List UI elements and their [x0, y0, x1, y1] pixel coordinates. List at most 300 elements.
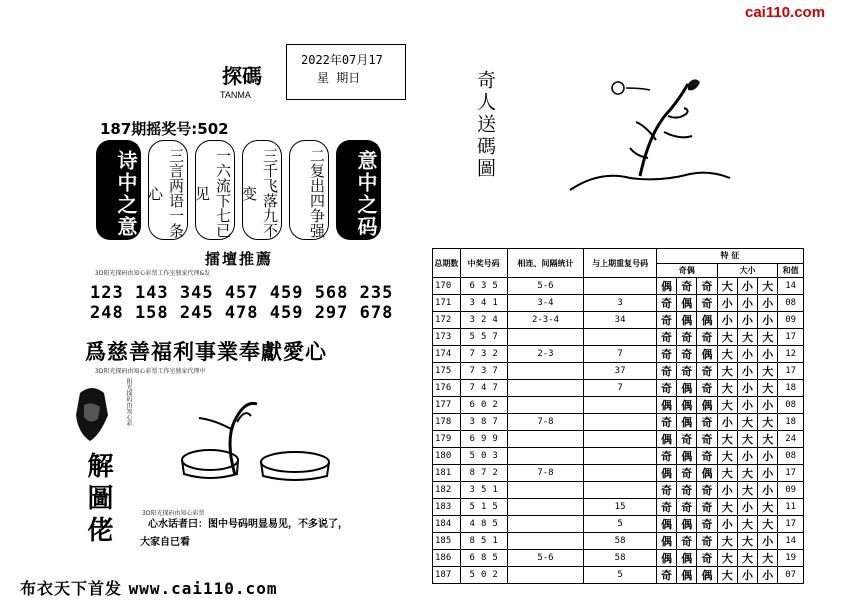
table-row [433, 482, 804, 499]
cell-big-small: 小 [737, 295, 757, 312]
cell-adjacent [507, 533, 584, 550]
cell-odd-even: 偶 [697, 465, 717, 482]
number-digit: 2 [492, 570, 498, 581]
poem-line-2: 一六流下七已见 [195, 140, 235, 240]
table-row [433, 329, 804, 346]
poem-left-title: 诗中之意 [96, 140, 141, 240]
number-digit: 3 [469, 315, 475, 326]
page-title: 探碼 [222, 64, 262, 88]
cell-number [460, 533, 507, 550]
cell-odd-even: 奇 [697, 448, 717, 465]
number-digit: 5 [469, 502, 475, 513]
cell-big-small: 大 [758, 380, 778, 397]
cell-big-small: 大 [737, 431, 757, 448]
cell-odd-even: 偶 [656, 397, 676, 414]
cell-number [460, 516, 507, 533]
header-sum: 和值 [778, 263, 804, 278]
number-digit: 7 [469, 383, 475, 394]
table-row [433, 567, 804, 584]
cell-sum: 14 [778, 533, 804, 550]
cell-period: 177 [433, 397, 461, 414]
cell-odd-even: 奇 [677, 329, 697, 346]
number-digit: 5 [492, 553, 498, 564]
cell-odd-even: 偶 [677, 550, 697, 567]
table-row [433, 312, 804, 329]
cell-repeat [584, 278, 656, 295]
jietu-title: 解圖佬 [83, 452, 113, 548]
number-digit: 2 [492, 349, 498, 360]
cell-period: 179 [433, 431, 461, 448]
number-digit: 4 [480, 298, 487, 309]
number-digit: 7 [480, 468, 487, 479]
cell-adjacent [507, 363, 584, 380]
cell-repeat [584, 448, 656, 465]
cell-big-small: 大 [737, 465, 757, 482]
cell-odd-even: 偶 [677, 414, 697, 431]
cell-odd-even: 偶 [656, 431, 676, 448]
cell-period: 184 [433, 516, 461, 533]
cell-sum: 17 [778, 329, 804, 346]
number-digit: 1 [492, 485, 498, 496]
commentary-line-1: 心水话者曰：图中号码明显易见，不多说了， [148, 519, 348, 530]
cell-sum: 14 [778, 278, 804, 295]
cell-period: 178 [433, 414, 461, 431]
cell-odd-even: 奇 [677, 278, 697, 295]
header-feature: 特 征 [656, 249, 803, 264]
cell-number [460, 414, 507, 431]
number-digit: 1 [492, 536, 498, 547]
history-table-body [433, 278, 804, 584]
cell-odd-even: 奇 [697, 499, 717, 516]
cell-sum: 08 [778, 295, 804, 312]
header-big-small: 大小 [717, 263, 778, 278]
cell-number [460, 295, 507, 312]
cell-repeat [584, 465, 656, 482]
cell-adjacent [507, 380, 584, 397]
header-odd-even: 奇偶 [656, 263, 717, 278]
cell-big-small: 大 [717, 363, 737, 380]
cell-odd-even: 奇 [677, 431, 697, 448]
cell-repeat: 15 [584, 499, 656, 516]
cell-odd-even: 奇 [656, 363, 676, 380]
number-digit: 7 [492, 383, 498, 394]
cell-period: 186 [433, 550, 461, 567]
cell-big-small: 小 [758, 533, 778, 550]
cell-repeat: 34 [584, 312, 656, 329]
cell-big-small: 小 [737, 363, 757, 380]
table-row [433, 295, 804, 312]
cell-big-small: 大 [758, 550, 778, 567]
number-digit: 5 [469, 332, 475, 343]
cell-sum: 12 [778, 346, 804, 363]
cell-big-small: 小 [758, 397, 778, 414]
cell-big-small: 小 [758, 482, 778, 499]
number-digit: 3 [469, 485, 475, 496]
cell-odd-even: 奇 [656, 448, 676, 465]
cell-period: 174 [433, 346, 461, 363]
cell-odd-even: 奇 [677, 346, 697, 363]
cell-odd-even: 奇 [656, 499, 676, 516]
cell-repeat: 7 [584, 346, 656, 363]
table-row [433, 380, 804, 397]
cell-odd-even: 偶 [697, 346, 717, 363]
cell-sum: 18 [778, 414, 804, 431]
date-box [286, 44, 406, 100]
cell-period: 185 [433, 533, 461, 550]
cell-repeat [584, 397, 656, 414]
number-digit: 3 [480, 349, 487, 360]
cell-big-small: 小 [737, 397, 757, 414]
cell-odd-even: 偶 [656, 278, 676, 295]
table-row [433, 397, 804, 414]
number-digit: 7 [469, 366, 475, 377]
header-adjacent: 相连、间隔统计 [507, 249, 584, 278]
cell-adjacent: 2-3-4 [507, 312, 584, 329]
cell-big-small: 小 [758, 295, 778, 312]
cell-number [460, 397, 507, 414]
cell-big-small: 大 [737, 329, 757, 346]
cell-big-small: 小 [717, 482, 737, 499]
number-digit: 5 [480, 485, 487, 496]
cell-odd-even: 奇 [697, 380, 717, 397]
cell-sum: 17 [778, 363, 804, 380]
poem-line-4: 二复出四争强 [289, 140, 329, 240]
cell-odd-even: 奇 [697, 295, 717, 312]
cell-big-small: 大 [758, 329, 778, 346]
cell-sum: 11 [778, 499, 804, 516]
cell-number [460, 363, 507, 380]
cell-repeat [584, 414, 656, 431]
cell-number [460, 278, 507, 295]
number-digit: 2 [492, 468, 498, 479]
table-row [433, 431, 804, 448]
cell-number [460, 448, 507, 465]
cell-adjacent [507, 516, 584, 533]
cell-repeat: 5 [584, 516, 656, 533]
cell-odd-even: 奇 [697, 363, 717, 380]
cell-repeat: 37 [584, 363, 656, 380]
cell-odd-even: 奇 [697, 550, 717, 567]
cell-period: 176 [433, 380, 461, 397]
weekday-text: 星 期日 [317, 71, 361, 85]
number-digit: 6 [469, 434, 475, 445]
number-digit: 0 [480, 570, 487, 581]
cell-sum: 07 [778, 567, 804, 584]
cell-big-small: 大 [717, 533, 737, 550]
cell-odd-even: 偶 [656, 533, 676, 550]
period-draw-number: 187期摇奖号:502 [100, 120, 229, 138]
cell-adjacent [507, 448, 584, 465]
header-number: 中奖号码 [460, 249, 507, 278]
qiren-title: 奇人送碼圖 [474, 70, 496, 180]
cell-big-small: 大 [717, 380, 737, 397]
cell-adjacent: 7-8 [507, 414, 584, 431]
cell-number [460, 346, 507, 363]
cell-number [460, 499, 507, 516]
footer [20, 576, 277, 599]
history-table [432, 248, 804, 584]
cell-big-small: 大 [737, 482, 757, 499]
number-digit: 0 [480, 451, 487, 462]
cell-odd-even: 奇 [677, 363, 697, 380]
number-digit: 5 [492, 502, 498, 513]
cell-big-small: 小 [737, 312, 757, 329]
recommend-title: 擂壇推薦 [205, 250, 274, 268]
number-digit: 8 [480, 417, 487, 428]
cell-odd-even: 奇 [677, 533, 697, 550]
number-digit: 2 [480, 315, 487, 326]
number-digit: 9 [480, 434, 487, 445]
cell-big-small: 小 [758, 312, 778, 329]
cell-big-small: 小 [737, 448, 757, 465]
cell-repeat: 58 [584, 550, 656, 567]
number-digit: 0 [480, 400, 487, 411]
cell-number [460, 431, 507, 448]
portrait-illustration [70, 385, 115, 445]
cell-odd-even: 偶 [697, 567, 717, 584]
cell-period: 171 [433, 295, 461, 312]
small-note-2: 3D阳光探码由知心彩票工作室独家代理中 [95, 368, 206, 375]
cell-odd-even: 奇 [656, 346, 676, 363]
number-digit: 5 [492, 281, 498, 292]
cell-repeat: 58 [584, 533, 656, 550]
number-digit: 6 [469, 281, 475, 292]
cell-big-small: 大 [737, 533, 757, 550]
number-digit: 2 [492, 400, 498, 411]
recommend-numbers-2: 248 158 245 478 459 297 678 [90, 303, 394, 323]
cell-odd-even: 奇 [656, 329, 676, 346]
footer-url[interactable]: www.cai110.com [128, 579, 278, 598]
cell-big-small: 小 [717, 516, 737, 533]
cell-big-small: 大 [758, 278, 778, 295]
cell-big-small: 大 [717, 567, 737, 584]
cell-sum: 19 [778, 550, 804, 567]
table-row [433, 533, 804, 550]
site-logo-text[interactable]: cai110.com [745, 4, 826, 21]
table-row [433, 499, 804, 516]
vertical-small-note: 阳光探码由知心彩 [125, 378, 132, 426]
cell-big-small: 小 [737, 346, 757, 363]
cell-adjacent: 7-8 [507, 465, 584, 482]
poem-right-title: 意中之码 [336, 140, 381, 240]
cell-sum: 08 [778, 397, 804, 414]
number-digit: 8 [480, 519, 487, 530]
poem-line-3: 三千飞落九不变 [242, 140, 282, 240]
cell-period: 175 [433, 363, 461, 380]
cell-big-small: 小 [758, 448, 778, 465]
cell-period: 170 [433, 278, 461, 295]
cell-big-small: 小 [737, 278, 757, 295]
cell-big-small: 小 [758, 465, 778, 482]
cell-big-small: 大 [737, 550, 757, 567]
cell-odd-even: 奇 [656, 312, 676, 329]
cell-sum: 08 [778, 448, 804, 465]
cell-odd-even: 偶 [677, 312, 697, 329]
cell-period: 180 [433, 448, 461, 465]
table-row [433, 516, 804, 533]
commentary [140, 516, 348, 552]
cell-number [460, 380, 507, 397]
cell-big-small: 小 [717, 414, 737, 431]
cell-odd-even: 偶 [697, 312, 717, 329]
cell-odd-even: 奇 [697, 431, 717, 448]
number-digit: 8 [480, 553, 487, 564]
table-row [433, 414, 804, 431]
cell-big-small: 大 [717, 329, 737, 346]
cell-big-small: 大 [717, 346, 737, 363]
table-row [433, 363, 804, 380]
cell-odd-even: 奇 [656, 482, 676, 499]
cell-sum: 09 [778, 482, 804, 499]
number-digit: 8 [469, 536, 475, 547]
cell-big-small: 大 [717, 278, 737, 295]
cell-sum: 24 [778, 431, 804, 448]
recommend-numbers-1: 123 143 345 457 459 568 235 [90, 283, 394, 303]
header-period: 总期数 [433, 249, 461, 278]
cell-repeat: 5 [584, 567, 656, 584]
cell-number [460, 312, 507, 329]
cell-odd-even: 偶 [656, 516, 676, 533]
cell-number [460, 329, 507, 346]
table-row [433, 550, 804, 567]
cell-odd-even: 奇 [697, 533, 717, 550]
table-row [433, 465, 804, 482]
number-digit: 1 [492, 298, 498, 309]
number-digit: 6 [469, 400, 475, 411]
header-repeat: 与上期重复号码 [584, 249, 656, 278]
cell-odd-even: 奇 [697, 414, 717, 431]
cell-odd-even: 奇 [697, 482, 717, 499]
cell-big-small: 大 [717, 431, 737, 448]
number-digit: 3 [469, 298, 475, 309]
number-digit: 3 [492, 451, 498, 462]
cell-repeat [584, 329, 656, 346]
cell-number [460, 465, 507, 482]
cell-number [460, 550, 507, 567]
number-digit: 7 [492, 332, 498, 343]
cell-big-small: 大 [717, 448, 737, 465]
number-digit: 7 [492, 417, 498, 428]
number-digit: 9 [492, 434, 498, 445]
cell-odd-even: 偶 [697, 397, 717, 414]
cell-odd-even: 偶 [656, 465, 676, 482]
commentary-line-2: 大家自已看 [140, 537, 190, 548]
cell-big-small: 大 [717, 397, 737, 414]
cell-odd-even: 奇 [697, 278, 717, 295]
cell-odd-even: 奇 [656, 380, 676, 397]
cell-big-small: 小 [737, 499, 757, 516]
footer-text: 布衣天下首发 [20, 579, 123, 598]
cell-sum: 18 [778, 380, 804, 397]
qiren-drawing [560, 70, 740, 200]
cell-odd-even: 偶 [677, 567, 697, 584]
cell-sum: 17 [778, 516, 804, 533]
cell-big-small: 大 [737, 414, 757, 431]
cell-big-small: 小 [737, 567, 757, 584]
number-digit: 3 [480, 366, 487, 377]
cell-big-small: 大 [717, 465, 737, 482]
cell-adjacent [507, 482, 584, 499]
cell-odd-even: 偶 [656, 550, 676, 567]
poem-panel [96, 140, 381, 240]
number-digit: 5 [492, 519, 498, 530]
cell-odd-even: 奇 [697, 516, 717, 533]
number-digit: 4 [492, 315, 498, 326]
cell-big-small: 大 [758, 516, 778, 533]
number-digit: 1 [480, 502, 487, 513]
page-title-en: TANMA [220, 90, 251, 100]
cell-odd-even: 偶 [677, 380, 697, 397]
cell-big-small: 大 [758, 363, 778, 380]
cell-odd-even: 偶 [677, 295, 697, 312]
cell-odd-even: 奇 [677, 465, 697, 482]
cell-big-small: 小 [737, 380, 757, 397]
number-digit: 5 [469, 570, 475, 581]
number-digit: 6 [469, 553, 475, 564]
cell-adjacent [507, 499, 584, 516]
small-note-3: 3D阳光探码由知心彩票 [142, 510, 205, 517]
cell-big-small: 小 [758, 567, 778, 584]
table-row [433, 346, 804, 363]
cell-odd-even: 奇 [677, 482, 697, 499]
cell-adjacent: 3-4 [507, 295, 584, 312]
number-digit: 5 [480, 332, 487, 343]
cell-period: 187 [433, 567, 461, 584]
cell-period: 182 [433, 482, 461, 499]
cell-period: 183 [433, 499, 461, 516]
number-digit: 5 [469, 451, 475, 462]
cell-big-small: 小 [758, 346, 778, 363]
cell-number [460, 482, 507, 499]
number-digit: 7 [492, 366, 498, 377]
number-digit: 3 [480, 281, 487, 292]
cell-repeat: 3 [584, 295, 656, 312]
charity-slogan: 爲慈善福利事業奉獻愛心 [85, 339, 327, 364]
date-text: 2022年07月17 [301, 53, 383, 67]
cell-adjacent: 5-6 [507, 278, 584, 295]
poem-line-1: 三言两语一条心 [148, 140, 188, 240]
number-digit: 4 [469, 519, 475, 530]
cell-adjacent: 5-6 [507, 550, 584, 567]
number-digit: 8 [469, 468, 475, 479]
cell-odd-even: 奇 [656, 295, 676, 312]
cell-odd-even: 偶 [677, 516, 697, 533]
cell-big-small: 大 [717, 550, 737, 567]
cell-adjacent [507, 431, 584, 448]
number-digit: 7 [469, 349, 475, 360]
cell-big-small: 大 [758, 414, 778, 431]
jietu-drawing [175, 390, 345, 485]
cell-period: 172 [433, 312, 461, 329]
table-row [433, 448, 804, 465]
cell-repeat [584, 482, 656, 499]
table-row [433, 278, 804, 295]
cell-sum: 17 [778, 465, 804, 482]
cell-big-small: 大 [758, 431, 778, 448]
cell-adjacent [507, 329, 584, 346]
number-digit: 3 [469, 417, 475, 428]
cell-odd-even: 奇 [697, 329, 717, 346]
cell-period: 173 [433, 329, 461, 346]
cell-big-small: 大 [717, 499, 737, 516]
cell-odd-even: 偶 [677, 448, 697, 465]
cell-odd-even: 奇 [656, 567, 676, 584]
cell-number [460, 567, 507, 584]
cell-big-small: 小 [717, 312, 737, 329]
cell-big-small: 大 [758, 499, 778, 516]
cell-odd-even: 奇 [677, 499, 697, 516]
number-digit: 4 [480, 383, 487, 394]
